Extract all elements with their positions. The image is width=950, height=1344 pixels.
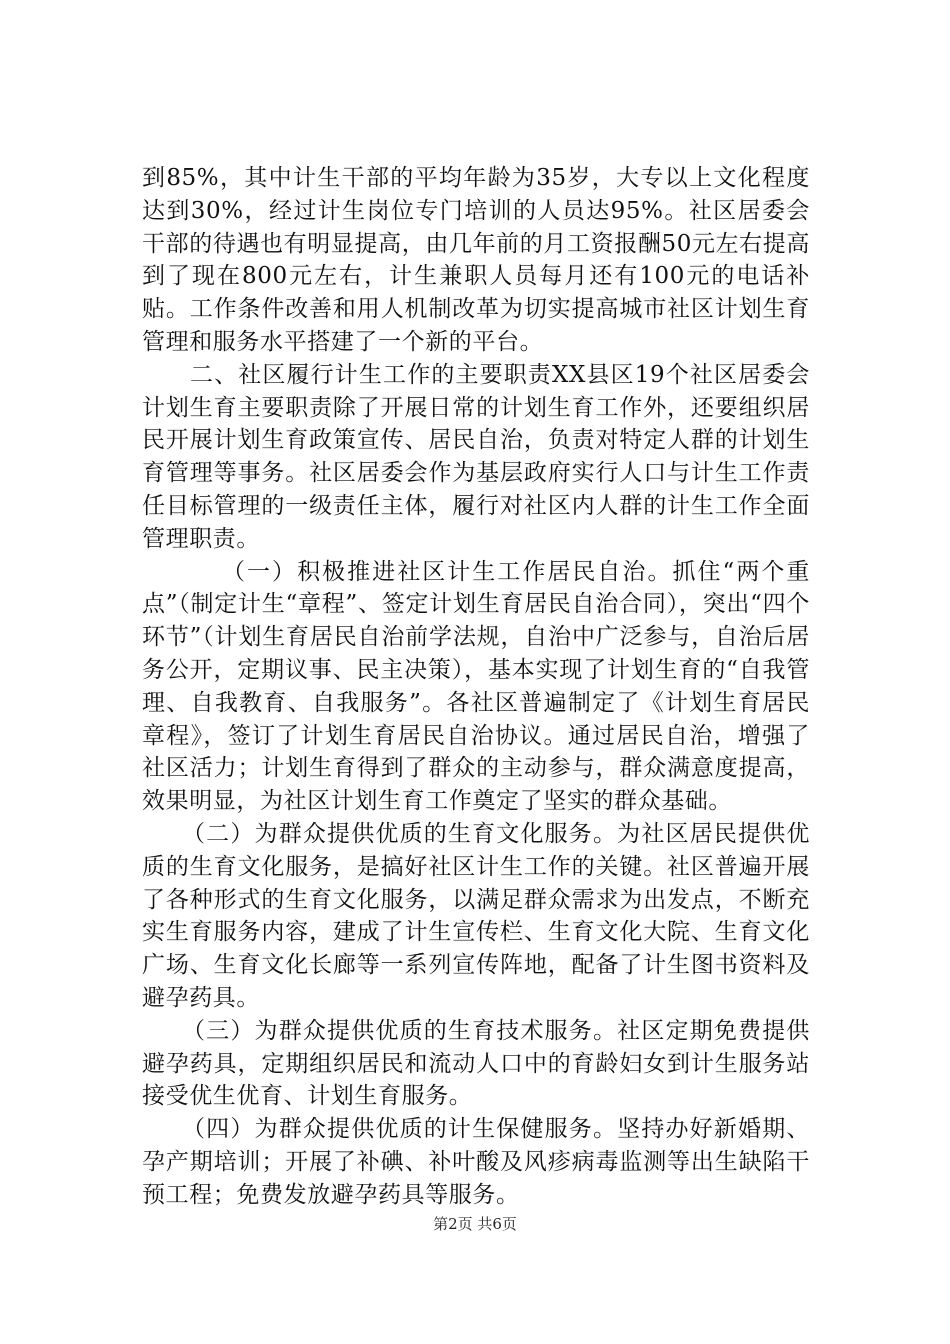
paragraph-section-two: 二、社区履行计生工作的主要职责XX县区19个社区居委会计划生育主要职责除了开展日常的计划生育工作外，还要组织居民开展计划生育政策宣传、居民自治，负责对特定人群的计划生育管理等事务。社区居委会作为基层政府实行人口与计生工作责任目标管理的一级责任主体，履行对社区内人群的计生工作全面管理职责。	[142, 361, 810, 552]
paragraph-item-three: （三）为群众提供优质的生育技术服务。社区定期免费提供避孕药具，定期组织居民和流动人口中的育龄妇女到计生服务站接受优生优育、计划生育服务。	[142, 1017, 810, 1110]
paragraph-item-four: （四）为群众提供优质的计生保健服务。坚持办好新婚期、孕产期培训；开展了补碘、补叶酸及风疹病毒监测等出生缺陷干预工程；免费发放避孕药具等服务。	[142, 1116, 810, 1208]
page-number-footer: 第2页 共6页	[433, 1215, 517, 1233]
paragraph-item-one: （一）积极推进社区计生工作居民自治。抓住“两个重点”（制定计生“章程”、签定计划生育居民自治合同），突出“四个环节”（计划生育居民自治前学法规，自治中广泛参与，自治后居务公开，定期议事、民主决策），基本实现了计划生育的“自我管理、自我教育、自我服务”。各社区普遍制定了《计划生育居民章程》，签订了计划生育居民自治协议。通过居民自治，增强了社区活力；计划生育得到了群众的主动参与，群众满意度提高，效果明显，为社区计划生育工作奠定了坚实的群众基础。	[142, 558, 810, 815]
document-body	[142, 162, 810, 1212]
paragraph-continuation: 到85%，其中计生干部的平均年龄为35岁，大专以上文化程度达到30%，经过计生岗位专门培训的人员达95%。社区居委会干部的待遇也有明显提高，由几年前的月工资报酬50元左右提高到了现在800元左右，计生兼职人员每月还有100元的电话补贴。工作条件改善和用人机制改革为切实提高城市社区计划生育管理和服务水平搭建了一个新的平台。	[142, 165, 810, 355]
paragraph-item-two: （二）为群众提供优质的生育文化服务。为社区居民提供优质的生育文化服务，是搞好社区计生工作的关键。社区普遍开展了各种形式的生育文化服务，以满足群众需求为出发点，不断充实生育服务内容，建成了计生宣传栏、生育文化大院、生育文化广场、生育文化长廊等一系列宣传阵地，配备了计生图书资料及避孕药具。	[142, 820, 810, 1011]
